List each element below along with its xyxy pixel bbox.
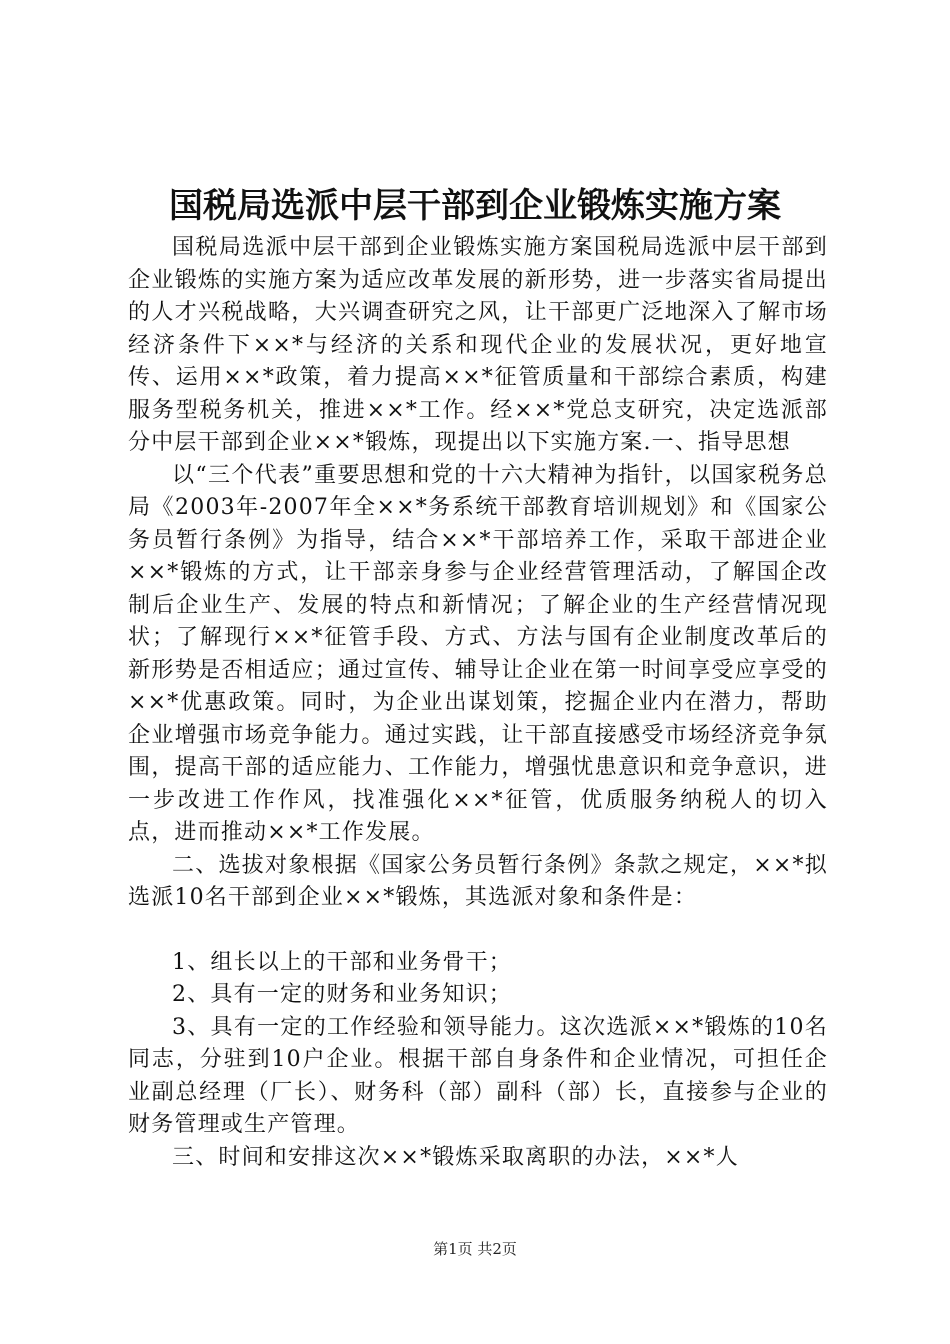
paragraph-intro: 国税局选派中层干部到企业锻炼实施方案国税局选派中层干部到企业锻炼的实施方案为适应改革发展的新形势，进一步落实省局提出的人才兴税战略，大兴调查研究之风，让干部更广泛地深入了解市场经济条件下××*与经济的关系和现代企业的发展状况，更好地宣传、运用××*政策，着力提高××*征管质量和干部综合素质，构建服务型税务机关，推进××*工作。经××*党总支研究，决定选派部分中层干部到企业××*锻炼，现提出以下实施方案.一、指导思想 [128,235,828,455]
document-body [128,232,828,1174]
document-title: 国税局选派中层干部到企业锻炼实施方案 [169,186,781,226]
list-item-condition-3: 3、具有一定的工作经验和领导能力。这次选派××*锻炼的10名同志，分驻到10户企业。根据干部自身条件和企业情况，可担任企业副总经理（厂长）、财务科（部）副科（部）长，直接参与企业的财务管理或生产管理。 [128,1014,828,1137]
list-item-condition-1: 1、组长以上的干部和业务骨干； [172,949,512,975]
list-item-condition-2: 2、具有一定的财务和业务知识； [172,982,512,1007]
paragraph-selection-targets: 二、选拔对象根据《国家公务员暂行条例》条款之规定，××*拟选派10名干部到企业××*锻炼，其选派对象和条件是： [128,852,828,910]
paragraph-guiding-thought: 以“三个代表”重要思想和党的十六大精神为指针，以国家税务总局《2003年-2007年全××*务系统干部教育培训规划》和《国家公务员暂行条例》为指导，结合××*干部培养工作，采取干部进企业××*锻炼的方式，让干部亲身参与企业经营管理活动，了解国企改制后企业生产、发展的特点和新情况；了解企业的生产经营情况现状；了解现行××*征管手段、方式、方法与国有企业制度改革后的新形势是否相适应；通过宣传、辅导让企业在第一时间享受应享受的××*优惠政策。同时，为企业出谋划策，挖掘企业内在潜力，帮助企业增强市场竞争能力。通过实践，让干部直接感受市场经济竞争氛围，提高干部的适应能力、工作能力，增强忧患意识和竞争意识，进一步改进工作作风，找准强化××*征管，优质服务纳税人的切入点，进而推动××*工作发展。 [128,462,828,845]
paragraph-time-arrangement: 三、时间和安排这次××*锻炼采取离职的办法，××*人 [172,1144,739,1170]
page-number-footer: 第1页 共2页 [433,1240,517,1258]
